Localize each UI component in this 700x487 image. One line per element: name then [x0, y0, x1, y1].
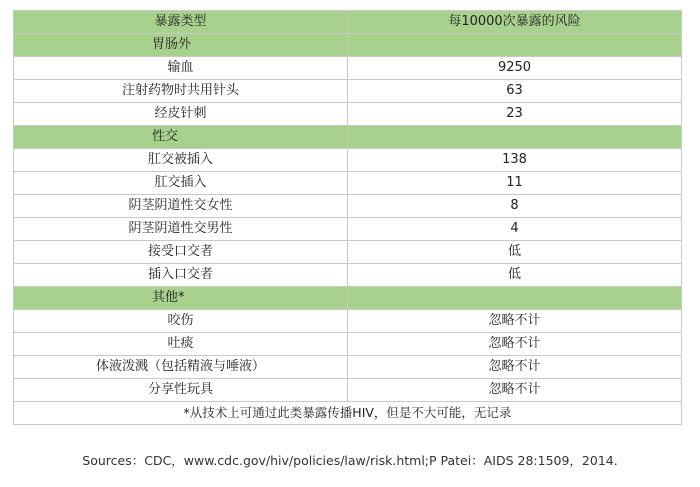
risk-value-cell: 忽略不计 — [348, 310, 682, 333]
risk-value-cell: 低 — [348, 241, 682, 264]
risk-value-cell: 忽略不计 — [348, 333, 682, 356]
exposure-type-cell: 输血 — [14, 57, 348, 80]
table-row — [14, 80, 682, 103]
risk-value-cell: 23 — [348, 103, 682, 126]
risk-value-cell: 63 — [348, 80, 682, 103]
risk-value-cell: 8 — [348, 195, 682, 218]
exposure-type-cell: 阴茎阴道性交男性 — [14, 218, 348, 241]
exposure-type-cell: 咬伤 — [14, 310, 348, 333]
section-empty-cell — [348, 126, 682, 149]
exposure-type-cell: 肛交插入 — [14, 172, 348, 195]
section-empty-cell — [348, 34, 682, 57]
exposure-type-cell: 肛交被插入 — [14, 149, 348, 172]
table-row — [14, 241, 682, 264]
risk-value-cell: 138 — [348, 149, 682, 172]
footnote-text: *从技术上可通过此类暴露传播HIV，但是不大可能，无记录 — [14, 402, 682, 425]
footnote-row — [14, 402, 682, 425]
sources-citation: Sources：CDC，www.cdc.gov/hiv/policies/law/risk.html;P Patei：AIDS 28:1509，2014. — [82, 453, 618, 468]
risk-value-cell: 9250 — [348, 57, 682, 80]
exposure-type-cell: 分享性玩具 — [14, 379, 348, 402]
table-row — [14, 379, 682, 402]
section-row-other — [14, 287, 682, 310]
exposure-type-cell: 吐痰 — [14, 333, 348, 356]
table-row — [14, 57, 682, 80]
table-row — [14, 172, 682, 195]
risk-value-cell: 4 — [348, 218, 682, 241]
table-row — [14, 356, 682, 379]
table-header-row — [14, 11, 682, 34]
exposure-type-cell: 接受口交者 — [14, 241, 348, 264]
hiv-risk-table-container — [13, 10, 681, 425]
header-exposure-type: 暴露类型 — [14, 11, 348, 34]
section-empty-cell — [348, 287, 682, 310]
header-risk-per-10000: 每10000次暴露的风险 — [348, 11, 682, 34]
risk-value-cell: 忽略不计 — [348, 379, 682, 402]
table-row — [14, 103, 682, 126]
exposure-type-cell: 经皮针刺 — [14, 103, 348, 126]
section-title: 其他* — [14, 287, 348, 310]
exposure-type-cell: 体液泼溅（包括精液与唾液） — [14, 356, 348, 379]
section-title: 性交 — [14, 126, 348, 149]
table-row — [14, 333, 682, 356]
table-row — [14, 195, 682, 218]
exposure-type-cell: 阴茎阴道性交女性 — [14, 195, 348, 218]
risk-value-cell: 忽略不计 — [348, 356, 682, 379]
risk-value-cell: 低 — [348, 264, 682, 287]
table-row — [14, 310, 682, 333]
table-row — [14, 149, 682, 172]
table-row — [14, 264, 682, 287]
table-row — [14, 218, 682, 241]
hiv-risk-table — [13, 10, 682, 425]
exposure-type-cell: 注射药物时共用针头 — [14, 80, 348, 103]
section-row-parenteral — [14, 34, 682, 57]
exposure-type-cell: 插入口交者 — [14, 264, 348, 287]
section-title: 胃肠外 — [14, 34, 348, 57]
risk-value-cell: 11 — [348, 172, 682, 195]
section-row-sexual — [14, 126, 682, 149]
